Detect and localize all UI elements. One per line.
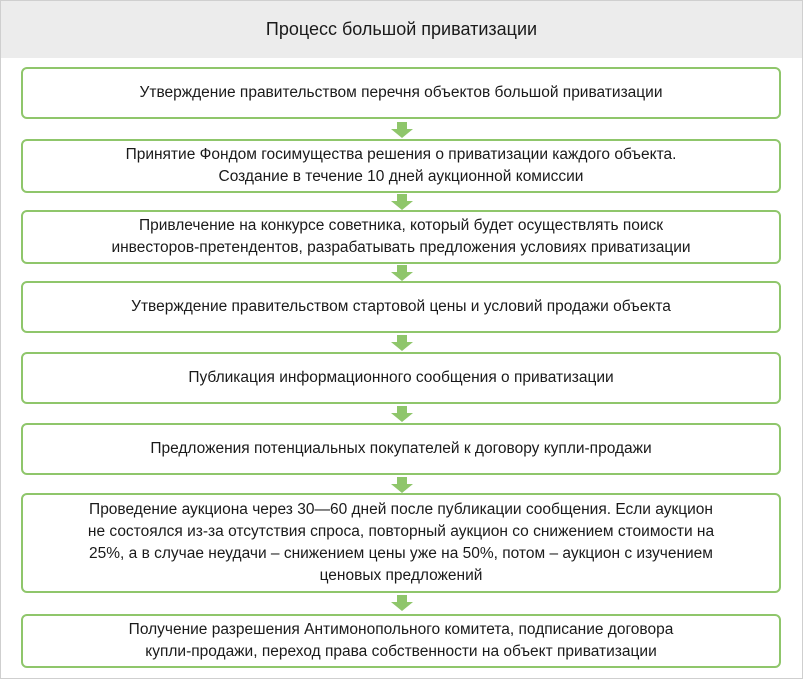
step-3-text: Привлечение на конкурсе советника, который будет осуществлять поиск инвесторов-претендентов, разрабатывать предложения условиях приватизации bbox=[111, 217, 691, 256]
arrow-down-icon bbox=[391, 335, 413, 351]
arrow-down-icon bbox=[391, 595, 413, 611]
step-4 bbox=[21, 281, 781, 333]
arrow-down-icon bbox=[391, 122, 413, 138]
arrow-down-icon bbox=[391, 265, 413, 281]
diagram-title: Процесс большой приватизации bbox=[1, 1, 802, 58]
step-2-text: Принятие Фондом госимущества решения о приватизации каждого объекта. Создание в течение 10 дней аукционной комиссии bbox=[125, 146, 677, 185]
step-2 bbox=[21, 139, 781, 193]
step-1-text: Утверждение правительством перечня объектов большой приватизации bbox=[139, 84, 663, 101]
step-7-text: Проведение аукциона через 30—60 дней после публикации сообщения. Если аукцион не состоялся из-за отсутствия спроса, повторный аукцион со снижением стоимости на 25%, а в случае неудачи – снижением цены уже на 50%, потом – аукцион с изучением ценовых предложений bbox=[87, 501, 715, 584]
step-4-text: Утверждение правительством стартовой цены и условий продажи объекта bbox=[131, 298, 671, 315]
step-5 bbox=[21, 352, 781, 404]
step-8 bbox=[21, 614, 781, 668]
step-7 bbox=[21, 493, 781, 593]
step-5-text: Публикация информационного сообщения о приватизации bbox=[188, 369, 614, 386]
step-6 bbox=[21, 423, 781, 475]
step-3 bbox=[21, 210, 781, 264]
arrow-down-icon bbox=[391, 477, 413, 493]
step-8-text: Получение разрешения Антимонопольного комитета, подписание договора купли-продажи, переход права собственности на объект приватизации bbox=[128, 621, 674, 660]
arrow-down-icon bbox=[391, 194, 413, 210]
step-1 bbox=[21, 67, 781, 119]
arrow-down-icon bbox=[391, 406, 413, 422]
step-6-text: Предложения потенциальных покупателей к договору купли-продажи bbox=[150, 440, 652, 457]
